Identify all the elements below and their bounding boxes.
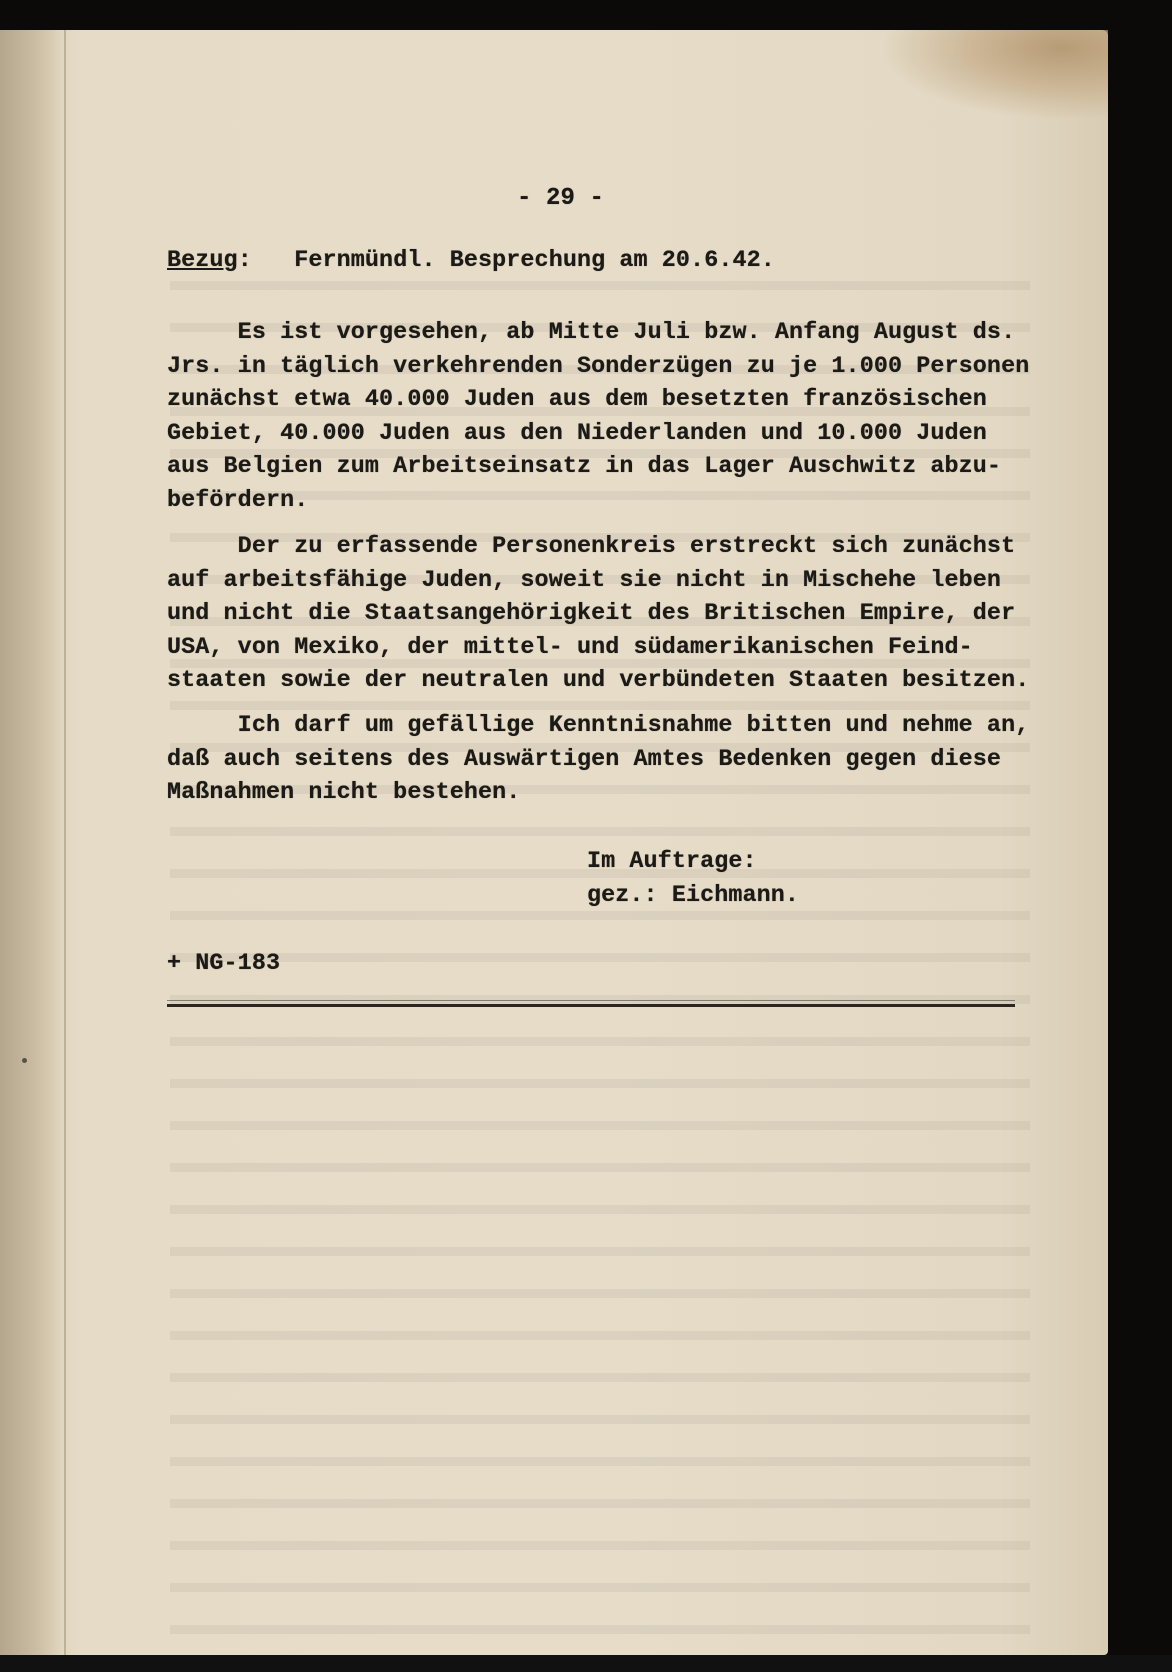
separator-line-thin: [167, 1000, 1015, 1001]
paragraph-request: Ich darf um gefällige Kenntnisnahme bitten und nehme an, daß auch seitens des Auswärtigen Amtes Bedenken gegen diese Maßnahmen nicht bestehen.: [167, 713, 1030, 806]
closing-signature: gez.: Eichmann.: [587, 883, 800, 909]
binding-spine: [0, 30, 62, 1655]
reference-line: [167, 245, 775, 279]
reference-label: Bezug: [167, 248, 238, 274]
paper-speck: [22, 1058, 27, 1063]
paragraph-affected-persons: Der zu erfassende Personenkreis erstreckt sich zunächst auf arbeitsfähige Juden, soweit sie nicht in Mischehe leben und nicht die Staatsangehörigkeit des Britischen Empire, der USA, von Mexiko, der mittel- und südamerikanischen Feind- staaten sowie der neutralen und verbündeten Staaten besitzen.: [167, 534, 1030, 694]
scan-background-edge: [0, 1655, 1172, 1672]
reference-text: : Fernmündl. Besprechung am 20.6.42.: [237, 248, 775, 274]
page-number: - 29 -: [517, 185, 605, 212]
binding-fold-line: [64, 30, 66, 1655]
paragraph-deportation-plan: Es ist vorgesehen, ab Mitte Juli bzw. Anfang August ds. Jrs. in täglich verkehrenden Sonderzügen zu je 1.000 Personen zunächst etwa 40.000 Juden aus dem besetzten französischen Gebiet, 40.000 Juden aus den Niederlanden und 10.000 Juden aus Belgien zum Arbeitseinsatz in das Lager Auschwitz abzu- befördern.: [167, 320, 1030, 514]
closing-on-behalf: Im Auftrage:: [587, 849, 757, 875]
document-reference: + NG-183: [167, 951, 281, 977]
paper-stain: [880, 30, 1108, 120]
separator-line: [167, 1004, 1015, 1007]
